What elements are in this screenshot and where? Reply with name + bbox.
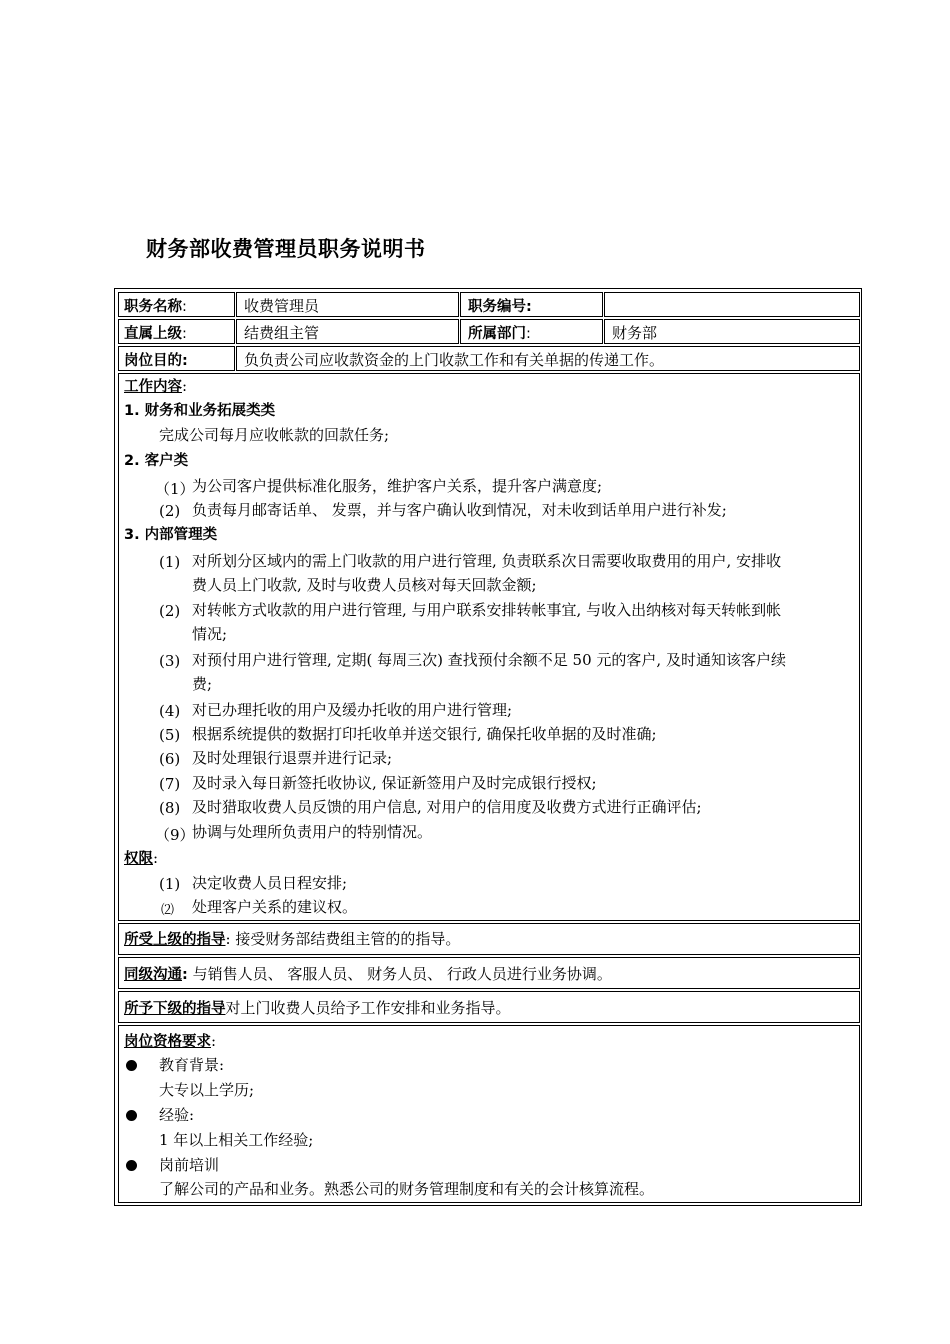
cat2-item-2-num: (2) bbox=[159, 502, 181, 520]
guidance-subordinate: 所予下级的指导对上门收费人员给予工作安排和业务指导。 bbox=[124, 999, 511, 1017]
cat3-item-3-num: (3) bbox=[159, 652, 181, 670]
cat3-item-7-text: 及时录入每日新签托收协议, 保证新签用户及时完成银行授权; bbox=[192, 774, 597, 792]
qualification-1-label: 教育背景: bbox=[159, 1056, 225, 1074]
authority-heading: 权限: bbox=[124, 849, 159, 867]
qualification-2-label: 经验: bbox=[159, 1106, 195, 1124]
qualifications-section bbox=[118, 1025, 860, 1203]
cat3-item-2-num: (2) bbox=[159, 602, 181, 620]
cat3-item-1-line2: 费人员上门收款, 及时与收费人员核对每天回款金额; bbox=[192, 576, 537, 594]
authority-item-2-text: 处理客户关系的建议权。 bbox=[192, 898, 358, 916]
cat3-item-5-text: 根据系统提供的数据打印托收单并送交银行, 确保托收单据的及时准确; bbox=[192, 725, 657, 743]
cell-job-code-value bbox=[604, 292, 860, 317]
category-1-text: 完成公司每月应收帐款的回款任务; bbox=[159, 426, 390, 444]
cat3-item-1-line1: 对所划分区域内的需上门收款的用户进行管理, 负责联系次日需要收取费用的用户, 安排收 bbox=[192, 552, 782, 570]
cat2-item-1-num: （1） bbox=[155, 480, 195, 498]
work-content-heading: 工作内容: bbox=[124, 377, 188, 395]
superior-label: 直属上级: bbox=[124, 326, 187, 342]
job-code-label: 职务编号: bbox=[468, 299, 532, 315]
cat3-item-4-text: 对已办理托收的用户及缓办托收的用户进行管理; bbox=[192, 701, 513, 719]
purpose-label: 岗位目的: bbox=[124, 353, 188, 369]
department-value: 财务部 bbox=[612, 324, 658, 342]
peer-communication: 同级沟通: 与销售人员、 客服人员、 财务人员、 行政人员进行业务协调。 bbox=[124, 965, 612, 983]
superior-value: 结费组主管 bbox=[244, 324, 320, 342]
cat3-item-7-num: (7) bbox=[159, 775, 181, 793]
job-name-value: 收费管理员 bbox=[244, 297, 320, 315]
purpose-value: 负负责公司应收款资金的上门收款工作和有关单据的传递工作。 bbox=[244, 351, 665, 369]
qualification-3-label: 岗前培训 bbox=[159, 1156, 220, 1174]
authority-item-2-num: ⑵ bbox=[161, 903, 175, 918]
category-1-title: 1. 财务和业务拓展类类 bbox=[124, 403, 276, 419]
cat2-item-2-text: 负责每月邮寄话单、 发票，并与客户确认收到情况，对未收到话单用户进行补发; bbox=[192, 501, 727, 519]
qualifications-heading: 岗位资格要求: bbox=[124, 1032, 217, 1050]
document-title: 财务部收费管理员职务说明书 bbox=[146, 237, 426, 261]
job-name-label: 职务名称: bbox=[124, 299, 187, 315]
qualification-2-detail: 1 年以上相关工作经验; bbox=[159, 1131, 314, 1149]
qualification-3-detail: 了解公司的产品和业务。熟悉公司的财务管理制度和有关的会计核算流程。 bbox=[159, 1180, 655, 1198]
department-label: 所属部门: bbox=[468, 326, 531, 342]
cat3-item-2-line1: 对转帐方式收款的用户进行管理, 与用户联系安排转帐事宜, 与收入出纳核对每天转帐到帐 bbox=[192, 601, 782, 619]
cat3-item-5-num: (5) bbox=[159, 726, 181, 744]
qualification-1-detail: 大专以上学历; bbox=[159, 1081, 255, 1099]
category-2-title: 2. 客户类 bbox=[124, 453, 189, 469]
cat3-item-9-num: （9） bbox=[155, 826, 195, 844]
cat3-item-8-num: (8) bbox=[159, 799, 181, 817]
cat3-item-6-num: (6) bbox=[159, 750, 181, 768]
guidance-superior: 所受上级的指导: 接受财务部结费组主管的的指导。 bbox=[124, 930, 461, 948]
cat3-item-6-text: 及时处理银行退票并进行记录; bbox=[192, 749, 393, 767]
cat3-item-9-text: 协调与处理所负责用户的特别情况。 bbox=[192, 823, 433, 841]
cat3-item-1-num: (1) bbox=[159, 553, 181, 571]
cat3-item-3-line1: 对预付用户进行管理, 定期( 每周三次) 查找预付余额不足 50 元的客户, 及时通知该客户续 bbox=[192, 651, 786, 669]
authority-item-1-text: 决定收费人员日程安排; bbox=[192, 874, 348, 892]
authority-item-1-num: (1) bbox=[159, 875, 181, 893]
bullet-icon bbox=[126, 1110, 137, 1121]
cat3-item-3-line2: 费; bbox=[192, 675, 213, 693]
category-3-title: 3. 内部管理类 bbox=[124, 527, 218, 543]
cat3-item-2-line2: 情况; bbox=[192, 625, 228, 643]
bullet-icon bbox=[126, 1160, 137, 1171]
bullet-icon bbox=[126, 1060, 137, 1071]
job-description-table bbox=[114, 288, 862, 1206]
cat3-item-4-num: (4) bbox=[159, 702, 181, 720]
cat2-item-1-text: 为公司客户提供标准化服务，维护客户关系，提升客户满意度; bbox=[192, 477, 603, 495]
cat3-item-8-text: 及时猎取收费人员反馈的用户信息, 对用户的信用度及收费方式进行正确评估; bbox=[192, 798, 702, 816]
